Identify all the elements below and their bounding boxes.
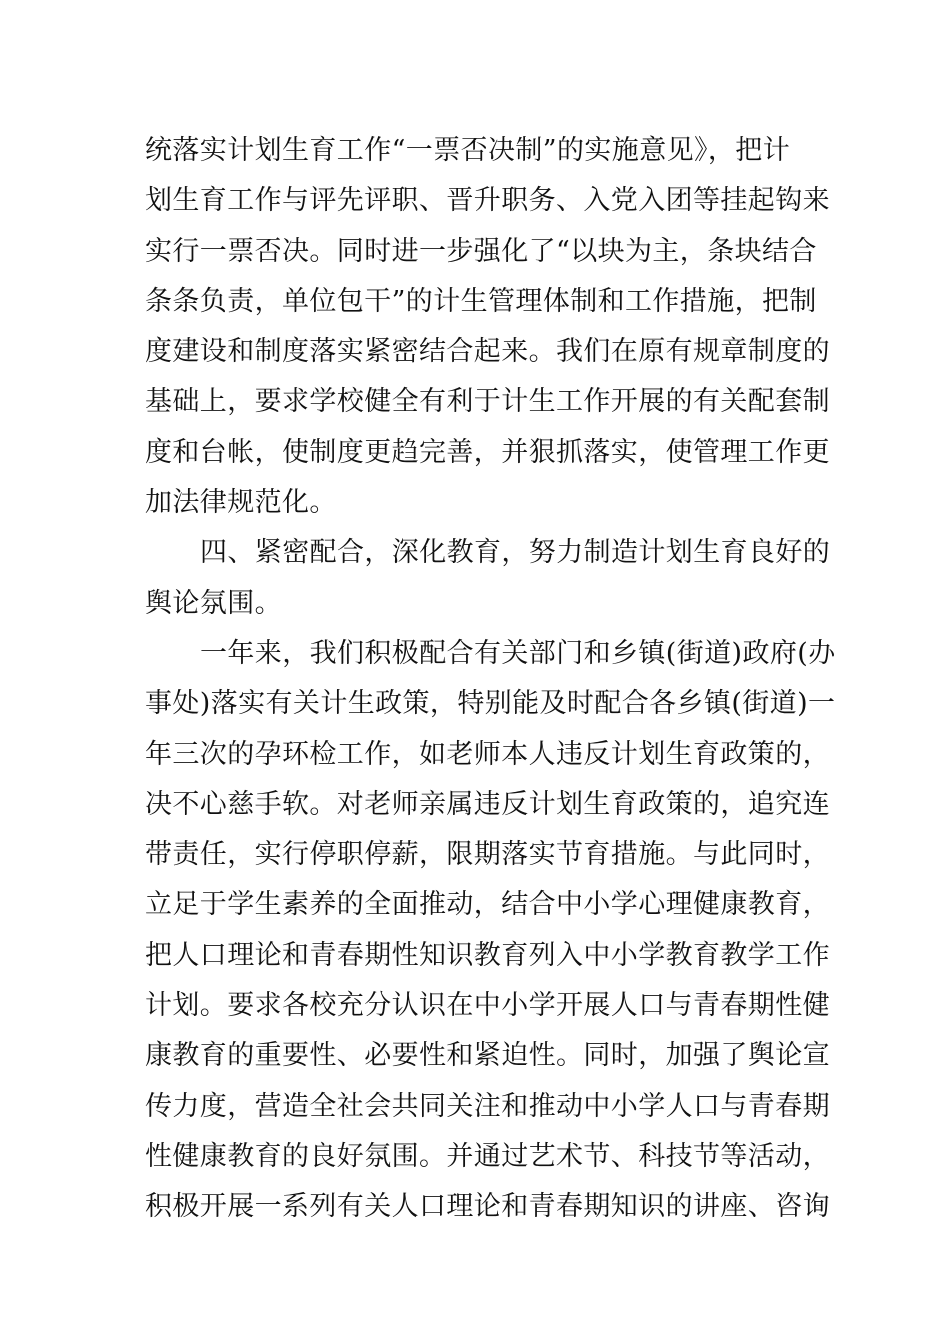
text-line: 加法律规范化。 bbox=[145, 487, 337, 519]
text-line: 基础上，要求学校健全有利于计生工作开展的有关配套制 bbox=[145, 386, 830, 418]
text-line: 度建设和制度落实紧密结合起来。我们在原有规章制度的 bbox=[145, 336, 830, 368]
text-line: 年三次的孕环检工作，如老师本人违反计划生育政策的， bbox=[145, 738, 830, 770]
text-line: 计划。要求各校充分认识在中小学开展人口与青春期性健 bbox=[145, 990, 830, 1022]
text-line: 划生育工作与评先评职、晋升职务、入党入团等挂起钩来 bbox=[145, 185, 830, 217]
heading-line: 舆论氛围。 bbox=[145, 587, 282, 619]
text-line: 性健康教育的良好氛围。并通过艺术节、科技节等活动， bbox=[145, 1140, 830, 1172]
text-line: 条条负责，单位包干”的计生管理体制和工作措施，把制 bbox=[145, 285, 817, 317]
text-line: 传力度，营造全社会共同关注和推动中小学人口与青春期 bbox=[145, 1090, 830, 1122]
text-line: 康教育的重要性、必要性和紧迫性。同时，加强了舆论宣 bbox=[145, 1040, 830, 1072]
text-line: 积极开展一系列有关人口理论和青春期知识的讲座、咨询 bbox=[145, 1191, 830, 1223]
text-line: 立足于学生素养的全面推动，结合中小学心理健康教育， bbox=[145, 889, 830, 921]
text-line: 带责任，实行停职停薪，限期落实节育措施。与此同时， bbox=[145, 839, 830, 871]
section-heading-four bbox=[145, 528, 831, 629]
heading-line: 四、紧密配合，深化教育，努力制造计划生育良好的 bbox=[200, 537, 831, 569]
text-line: 统落实计划生育工作“一票否决制”的实施意见》，把计 bbox=[145, 135, 791, 166]
text-line: 度和台帐，使制度更趋完善，并狠抓落实，使管理工作更 bbox=[145, 436, 830, 468]
text-line: 事处)落实有关计生政策，特别能及时配合各乡镇(街道)一 bbox=[145, 688, 836, 720]
text-line: 把人口理论和青春期性知识教育列入中小学教育教学工作 bbox=[145, 939, 830, 971]
text-line: 实行一票否决。同时进一步强化了“以块为主，条块结合 bbox=[145, 235, 817, 267]
text-line: 决不心慈手软。对老师亲属违反计划生育政策的，追究连 bbox=[145, 788, 830, 820]
text-line: 一年来，我们积极配合有关部门和乡镇(街道)政府(办 bbox=[200, 637, 836, 669]
paragraph-cooperation bbox=[145, 629, 836, 1233]
document-body bbox=[145, 126, 836, 1233]
paragraph-planning-system bbox=[145, 126, 830, 528]
